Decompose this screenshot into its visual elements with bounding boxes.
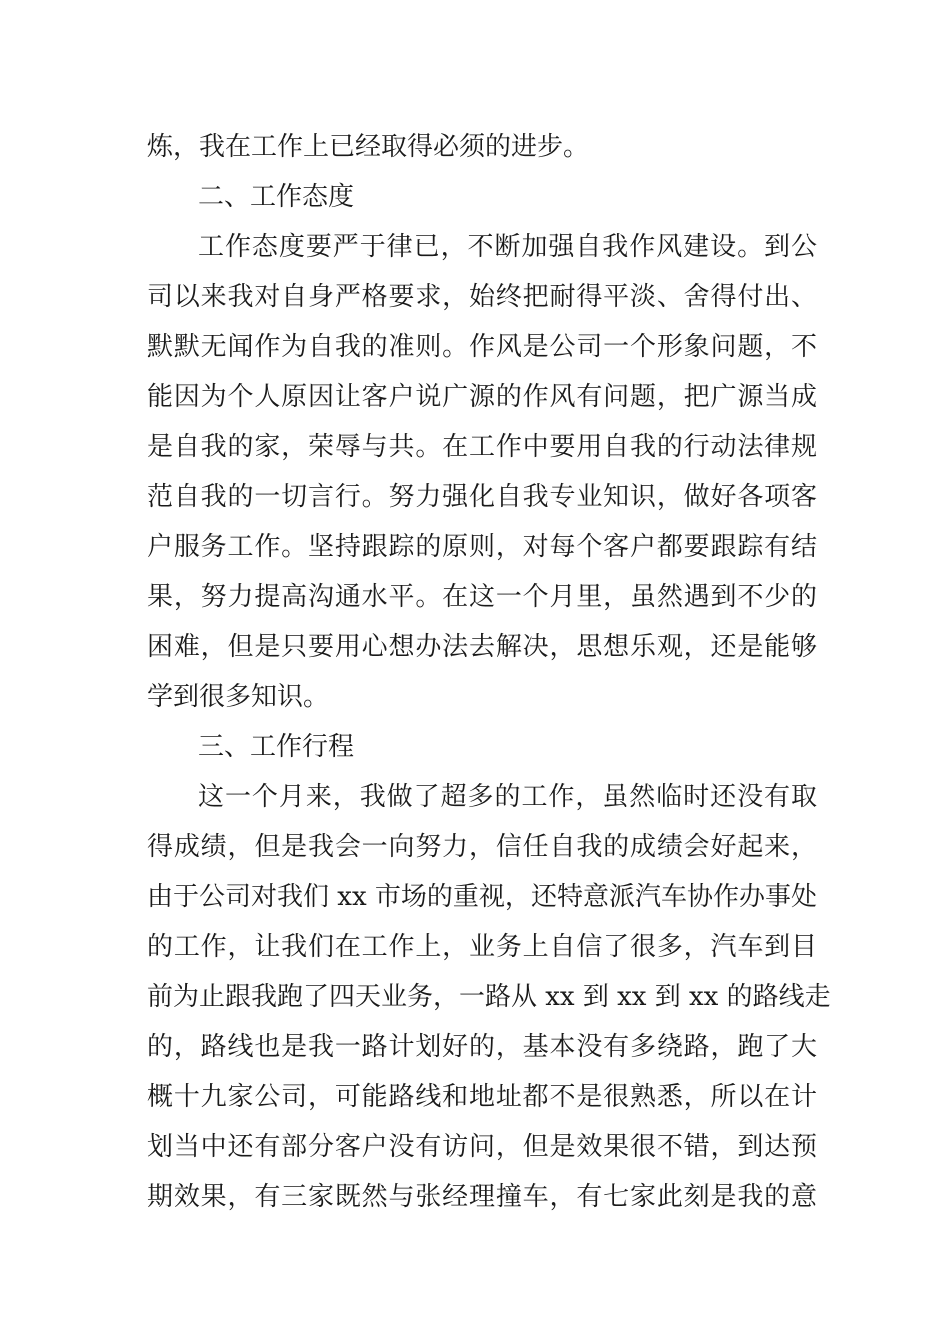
paragraph-line: 是自我的家，荣辱与共。在工作中要用自我的行动法律规 <box>147 432 817 462</box>
paragraph-line: 能因为个人原因让客户说广源的作风有问题，把广源当成 <box>147 382 817 412</box>
paragraph-line: 户服务工作。坚持跟踪的原则，对每个客户都要跟踪有结 <box>147 532 817 562</box>
paragraph-line: 由于公司对我们 xx 市场的重视，还特意派汽车协作办事处 <box>147 882 817 912</box>
paragraph-line: 工作态度要严于律已，不断加强自我作风建设。到公 <box>198 232 817 262</box>
section-heading-work-attitude: 二、工作态度 <box>198 182 355 212</box>
paragraph-line: 范自我的一切言行。努力强化自我专业知识，做好各项客 <box>147 482 817 512</box>
section-heading-work-schedule: 三、工作行程 <box>198 732 355 762</box>
paragraph-line: 默默无闻作为自我的准则。作风是公司一个形象问题，不 <box>147 332 817 362</box>
paragraph-line: 困难，但是只要用心想办法去解决，思想乐观，还是能够 <box>147 632 817 662</box>
paragraph-line: 划当中还有部分客户没有访问，但是效果很不错，到达预 <box>147 1132 817 1162</box>
paragraph-line: 果，努力提高沟通水平。在这一个月里，虽然遇到不少的 <box>147 582 817 612</box>
paragraph-line: 这一个月来，我做了超多的工作，虽然临时还没有取 <box>198 782 817 812</box>
paragraph-line: 司以来我对自身严格要求，始终把耐得平淡、舍得付出、 <box>147 282 817 312</box>
paragraph-line: 炼，我在工作上已经取得必须的进步。 <box>147 132 590 162</box>
paragraph-line: 的工作，让我们在工作上，业务上自信了很多，汽车到目 <box>147 932 817 962</box>
paragraph-line: 得成绩，但是我会一向努力，信任自我的成绩会好起来， <box>147 832 817 862</box>
paragraph-line: 学到很多知识。 <box>147 682 330 712</box>
paragraph-line: 前为止跟我跑了四天业务，一路从 xx 到 xx 到 xx 的路线走 <box>147 982 831 1012</box>
paragraph-line: 期效果，有三家既然与张经理撞车，有七家此刻是我的意 <box>147 1182 817 1212</box>
paragraph-line: 概十九家公司，可能路线和地址都不是很熟悉，所以在计 <box>147 1082 817 1112</box>
paragraph-line: 的，路线也是我一路计划好的，基本没有多绕路，跑了大 <box>147 1032 817 1062</box>
